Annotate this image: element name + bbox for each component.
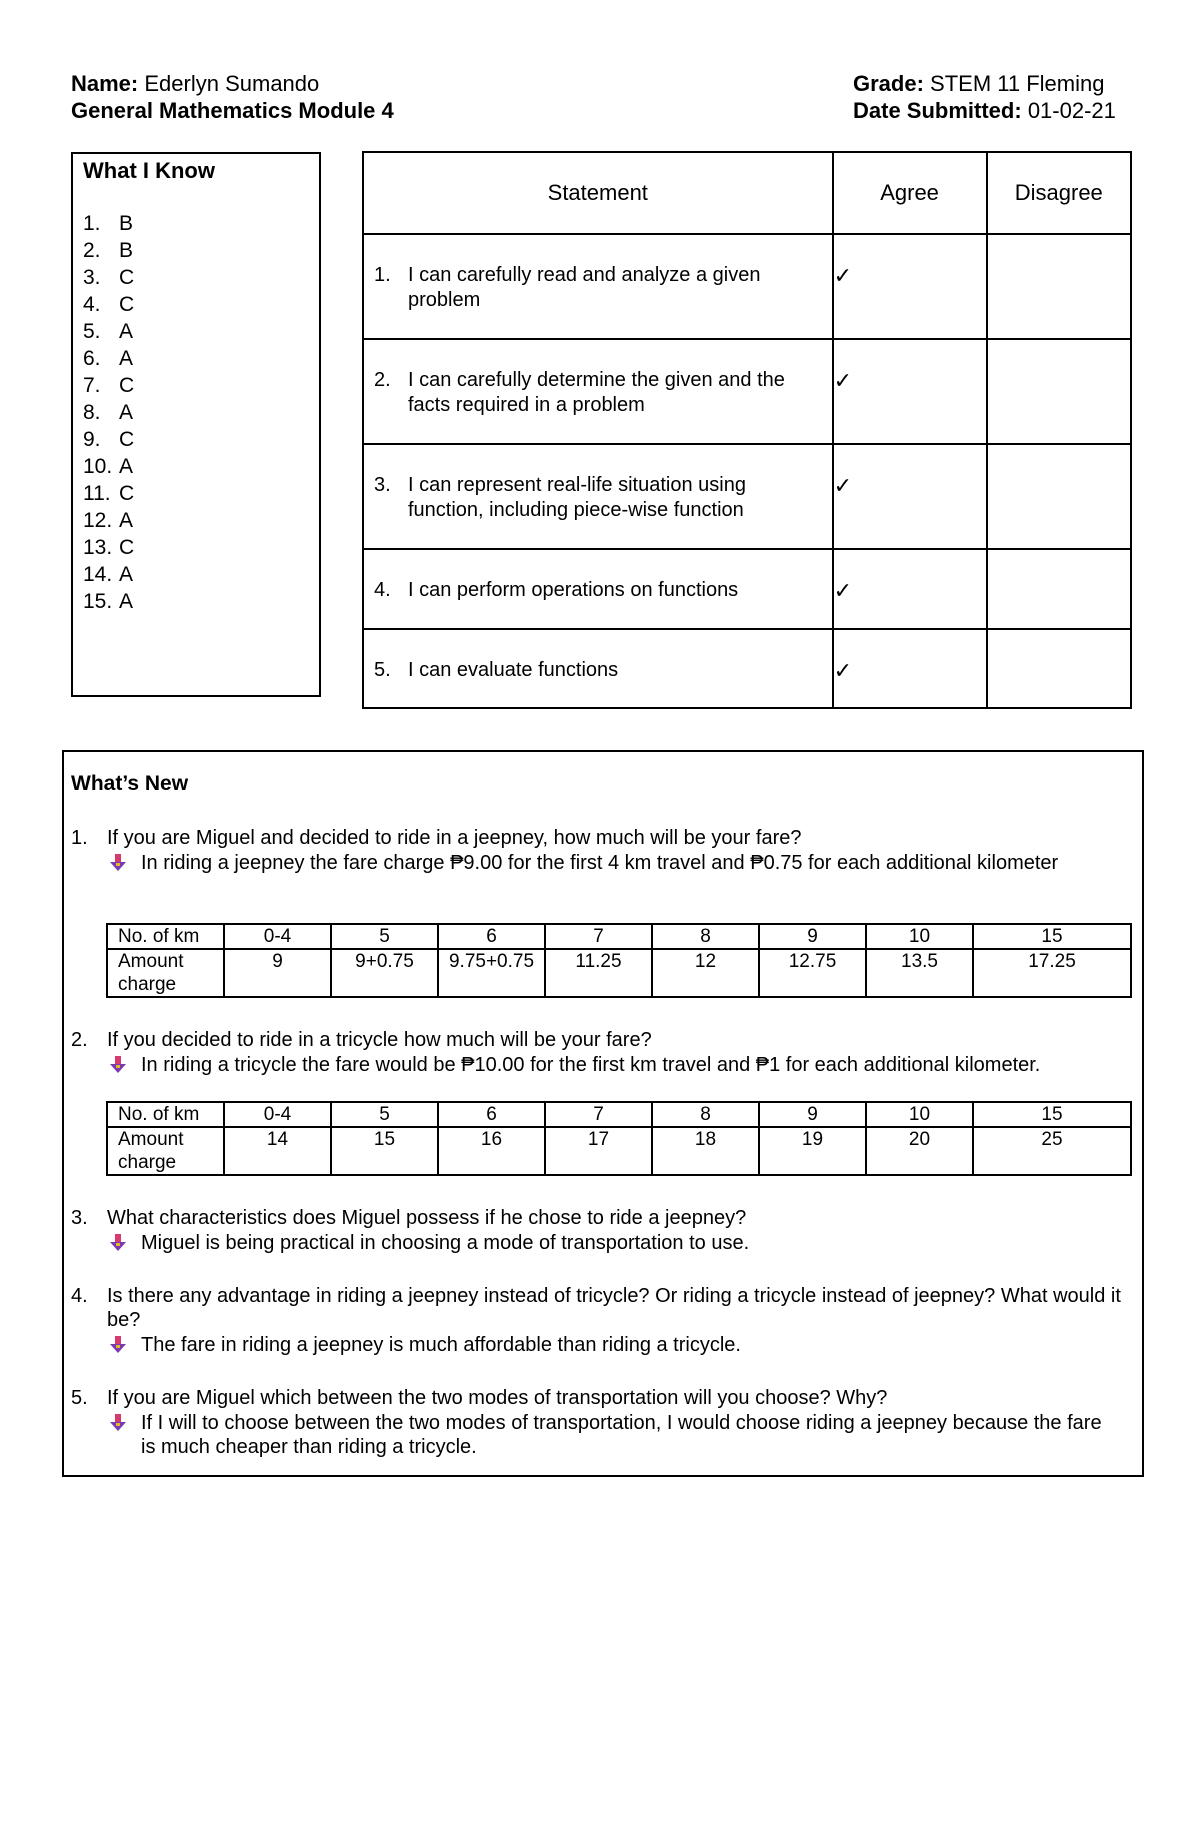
answer-1 <box>106 851 1106 875</box>
answer-item: 13. C <box>83 536 135 559</box>
header-right <box>853 70 1116 124</box>
answer-list <box>83 210 134 615</box>
header-disagree: Disagree <box>987 152 1131 234</box>
question-text: Is there any advantage in riding a jeepney instead of tricycle? Or riding a tricycle instead of jeepney? What would it be? <box>107 1285 1121 1331</box>
answer-item: 7. C <box>83 374 135 397</box>
amount-label: Amount charge <box>107 949 224 997</box>
answer-item: 4. C <box>83 293 135 316</box>
answer-3 <box>106 1231 1106 1255</box>
answer-item: 6. A <box>83 347 134 370</box>
disagree-cell <box>987 629 1131 708</box>
agree-check-icon: ✓ <box>833 444 987 549</box>
grade-label: Grade: <box>853 71 924 96</box>
answer-2 <box>106 1053 1136 1077</box>
statement-text: I can represent real-life situation using function, including piece-wise function <box>408 474 746 521</box>
answer-item: 3. C <box>83 266 135 289</box>
name-label: Name: <box>71 71 139 96</box>
answer-item: 2. B <box>83 239 134 262</box>
table-header-row <box>363 152 1131 234</box>
question-3: 3. What characteristics does Miguel possess if he chose to ride a jeepney? <box>71 1207 747 1229</box>
question-text: What characteristics does Miguel possess if he chose to ride a jeepney? <box>107 1207 747 1229</box>
answer-5 <box>106 1411 1106 1459</box>
whats-new-title: What’s New <box>71 772 189 795</box>
disagree-cell <box>987 339 1131 444</box>
answer-text: In riding a jeepney the fare charge ₱9.00 for the first 4 km travel and ₱0.75 for each additional kilometer <box>141 852 1059 874</box>
table-row: 4. I can perform operations on functions ✓ <box>363 549 1131 629</box>
agree-check-icon: ✓ <box>833 549 987 629</box>
bullet-arrow-icon <box>106 851 141 875</box>
agree-check-icon: ✓ <box>833 629 987 708</box>
answer-item: 8. A <box>83 401 134 424</box>
km-label: No. of km <box>107 1102 224 1127</box>
answer-item: 15. A <box>83 590 134 613</box>
table-row: Amount charge 9 9+0.75 9.75+0.75 11.25 12 12.75 13.5 17.25 <box>107 949 1131 997</box>
amount-label: Amount charge <box>107 1127 224 1175</box>
question-1: 1. If you are Miguel and decided to ride in a jeepney, how much will be your fare? <box>71 827 802 849</box>
what-i-know-box <box>71 152 321 697</box>
answer-item: 10. A <box>83 455 134 478</box>
answer-text: If I will to choose between the two modes of transportation, I would choose riding a jeepney because the fare is much cheaper than riding a tricycle. <box>141 1412 1102 1458</box>
question-text: If you decided to ride in a tricycle how much will be your fare? <box>107 1029 652 1051</box>
table-row: 3. I can represent real-life situation using function, including piece-wise function ✓ <box>363 444 1131 549</box>
answer-item: 11. C <box>83 482 135 505</box>
table-row: 2. I can carefully determine the given and the facts required in a problem ✓ <box>363 339 1131 444</box>
tricycle-fare-table <box>106 1101 1132 1176</box>
question-5: 5. If you are Miguel which between the two modes of transportation will you choose? Why? <box>71 1387 888 1409</box>
disagree-cell <box>987 234 1131 339</box>
answer-text: The fare in riding a jeepney is much affordable than riding a tricycle. <box>141 1334 741 1356</box>
date-value: 01-02-21 <box>1027 98 1116 123</box>
statement-text: I can carefully determine the given and the facts required in a problem <box>408 369 785 416</box>
jeepney-fare-table <box>106 923 1132 998</box>
question-text: If you are Miguel and decided to ride in a jeepney, how much will be your fare? <box>107 827 802 849</box>
date-label: Date Submitted: <box>853 98 1022 123</box>
table-row: No. of km 0-4 5 6 7 8 9 10 15 <box>107 924 1131 949</box>
statement-text: I can evaluate functions <box>408 659 619 681</box>
question-4: 4. Is there any advantage in riding a jeepney instead of tricycle? Or riding a tricycle instead of jeepney? What would it be? <box>71 1284 1131 1332</box>
bullet-arrow-icon <box>106 1231 141 1255</box>
table-row: 1. I can carefully read and analyze a given problem ✓ <box>363 234 1131 339</box>
answer-text: In riding a tricycle the fare would be ₱10.00 for the first km travel and ₱1 for each additional kilometer. <box>141 1054 1041 1076</box>
disagree-cell <box>987 549 1131 629</box>
what-i-know-title: What I Know <box>83 158 215 183</box>
bullet-arrow-icon <box>106 1053 141 1077</box>
table-row: Amount charge 14 15 16 17 18 19 20 25 <box>107 1127 1131 1175</box>
question-text: If you are Miguel which between the two modes of transportation will you choose? Why? <box>107 1387 888 1409</box>
answer-item: 14. A <box>83 563 134 586</box>
answer-item: 1. B <box>83 212 134 235</box>
self-assessment-table <box>362 151 1132 709</box>
disagree-cell <box>987 444 1131 549</box>
question-2: 2. If you decided to ride in a tricycle how much will be your fare? <box>71 1029 652 1051</box>
answer-text: Miguel is being practical in choosing a mode of transportation to use. <box>141 1232 750 1254</box>
bullet-arrow-icon <box>106 1411 141 1459</box>
km-label: No. of km <box>107 924 224 949</box>
header-statement: Statement <box>363 152 833 234</box>
module-title: General Mathematics Module 4 <box>71 98 394 123</box>
answer-item: 9. C <box>83 428 135 451</box>
statement-text: I can carefully read and analyze a given problem <box>408 264 761 311</box>
answer-item: 5. A <box>83 320 134 343</box>
student-name: Ederlyn Sumando <box>144 71 320 96</box>
grade-value: STEM 11 Fleming <box>930 71 1105 96</box>
answer-4 <box>106 1333 1106 1357</box>
statement-text: I can perform operations on functions <box>408 579 739 601</box>
agree-check-icon: ✓ <box>833 234 987 339</box>
table-row: 5. I can evaluate functions ✓ <box>363 629 1131 708</box>
agree-check-icon: ✓ <box>833 339 987 444</box>
answer-item: 12. A <box>83 509 134 532</box>
header-left <box>71 70 394 124</box>
bullet-arrow-icon <box>106 1333 141 1357</box>
header-agree: Agree <box>833 152 987 234</box>
table-row: No. of km 0-4 5 6 7 8 9 10 15 <box>107 1102 1131 1127</box>
